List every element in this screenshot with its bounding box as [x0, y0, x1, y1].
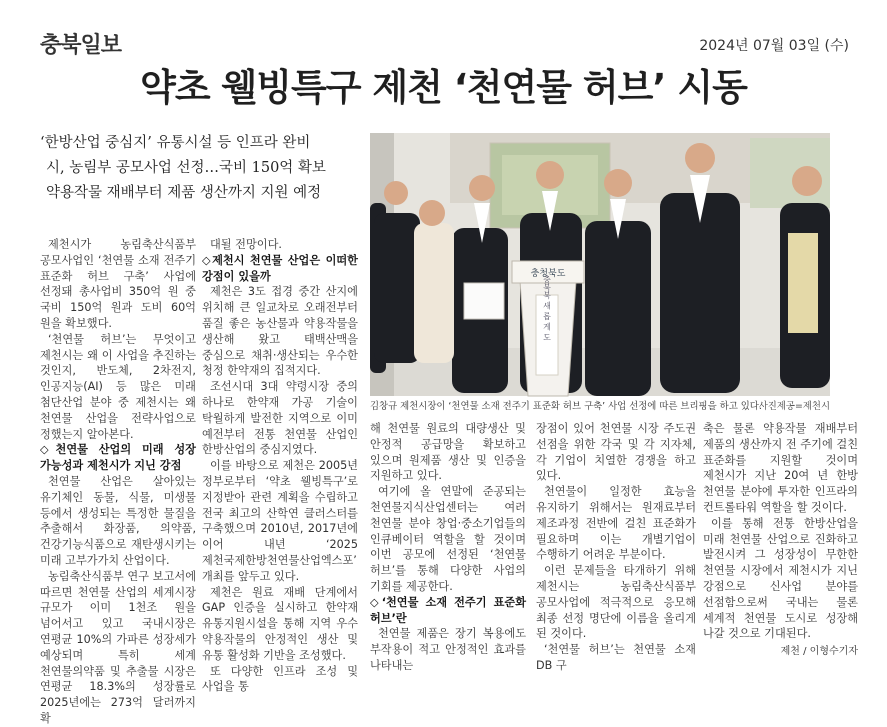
- briefing-photo-illustration: [370, 133, 830, 396]
- article-column-2: [202, 237, 358, 694]
- paragraph: 농림축산식품부 연구 보고서에 따르면 천연물 산업의 세계시장 규모가 이미 1천조 원을 넘어서고 있고 국내시장은 연평균 10%의 가파른 성장세가 예상되며 특히 세계 천연물의약품 및 추출물 시장은 연평균 18.3%의 성장률로 2025년에는 273억 달러까지 확: [40, 569, 196, 725]
- paragraph: 이를 바탕으로 제천은 2005년 정부로부터 ‘약초 웰빙특구’로 지정받아 관련 계획을 수립하고 전국 최고의 산학연 클러스터를 구축했으며 2010년, 2017년에 이어 내년 ‘2025 제천국제한방천연물산업엑스포’ 개최를 앞두고 있다.: [202, 459, 358, 583]
- section-heading: ◇천연물 산업의 미래 성장 가능성과 제천시가 지닌 강점: [40, 443, 196, 473]
- article-column-3: [370, 421, 526, 672]
- paragraph: 조선시대 3대 약령시장 중의 하나로 한약재 가공 기술이 탁월하게 발전한 지역으로 이미 예전부터 전통 천연물 산업인 한방산업의 중심지였다.: [202, 380, 358, 457]
- paragraph: 대될 전망이다.: [210, 238, 282, 251]
- paragraph: ‘천연물 허브’는 천연물 소재 DB 구: [536, 643, 696, 672]
- paragraph: 제천은 원료 재배 단계에서 GAP 인증을 실시하고 한약재 유통지원시설을 통해 지역 우수 약용작물의 안정적인 생산 및 유통 활성화 기반을 조성했다.: [202, 585, 358, 662]
- paragraph: 천연물 제품은 장기 복용에도 부작용이 적고 안정적인 효과를 나타내는: [370, 627, 526, 672]
- paragraph: 장점이 있어 천연물 시장 주도권 선점을 위한 각국 및 각 지자체, 각 기업이 치열한 경쟁을 하고 있다.: [536, 422, 696, 483]
- article-column-4: [536, 421, 696, 672]
- section-heading: ◇제천시 천연물 산업은 이떠한 강점이 있을까: [202, 253, 358, 283]
- article-headline: 약초 웰빙특구 제천 ‘천연물 허브’ 시동: [140, 66, 747, 109]
- paragraph: 제천시가 농림축산식품부 공모사업인 ‘천연물 소재 전주기 표준화 허브 구축’ 사업에 선정돼 총사업비 350억 원 중 국비 150억 원과 도비 60억 원을 확보했다.: [40, 238, 196, 330]
- podium-banner-text: 충북북 새 롭 게 도: [542, 274, 552, 342]
- subheadline-3: 약용작물 재배부터 제품 생산까지 지원 예정: [46, 185, 322, 201]
- publication-date: 2024년 07월 03일 (수): [699, 38, 849, 54]
- paragraph: 천연물 산업은 살아있는 유기체인 동물, 식물, 미생물 등에서 생성되는 특정한 물질을 추출해서 화장품, 의약품, 건강기능식품으로 재탄생시키는 미래 고부가가치 산업이다.: [40, 474, 196, 567]
- article-photo: [370, 133, 830, 396]
- paragraph: 이런 문제들을 타개하기 위해 제천시는 농림축산식품부 공모사업에 적극적으로 응모해 최종 선정 명단에 이름을 올리게 된 것이다.: [536, 564, 696, 641]
- article-column-1: [40, 237, 196, 725]
- caption-text: 김창규 제천시장이 ‘천연물 소재 전주기 표준화 허브 구축’ 사업 선정에 따른 브리핑을 하고 있다.: [370, 401, 762, 412]
- paragraph: 제천은 3도 접경 중간 산지에 위치해 큰 일교차로 오래전부터 품질 좋은 농산물과 약용작물을 생산해 왔고 태백산맥을 중심으로 채취·생산되는 우수한 청정 한약재의 집적지다.: [202, 285, 358, 378]
- subheadline-1: ‘한방산업 중심지’ 유통시설 등 인프라 완비: [40, 135, 311, 151]
- paragraph: 여기에 올 연말에 준공되는 천연물지식산업센터는 여러 천연물 분야 창업·중소기업들의 인큐베이터 역할을 할 것이며 이번 공모에 선정된 ‘천연물 허브’를 통해 다양한 사업의 기회를 제공한다.: [370, 485, 526, 593]
- paragraph: 또 다양한 인프라 조성 및 사업을 통: [202, 664, 358, 694]
- reporter-byline: 제천 / 이형수기자: [780, 646, 858, 658]
- paragraph: 축은 물론 약용작물 재배부터 제품의 생산까지 전 주기에 걸친 표준화를 지원할 것이며 제천시가 지난 20여 년 한방 천연물 분야에 투자한 인프라의 컨트롤타워 역할을 할 것이다.: [703, 422, 858, 514]
- section-heading: ◇‘천연물 소재 전주기 표준화 허브’란: [370, 595, 526, 625]
- paragraph: 해 천연물 원료의 대량생산 및 안정적 공급망을 확보하고 있으며 원제품 생산 및 인증을 지원하고 있다.: [370, 422, 526, 483]
- subheadline-2: 시, 농림부 공모사업 선정…국비 150억 확보: [46, 160, 326, 176]
- subheadlines: [40, 131, 360, 206]
- photo-credit: 사진제공=제천시: [758, 401, 830, 412]
- newspaper-masthead: 충북일보: [40, 33, 122, 58]
- paragraph: 천연물이 일정한 효능을 유지하기 위해서는 원재료부터 제조과정 전반에 걸친 표준화가 필요하며 이는 개별기업이 수행하기 어려운 부분이다.: [536, 485, 696, 562]
- paragraph: ‘천연물 허브’는 무엇이고 제천시는 왜 이 사업을 추진하는 것인지, 반도체, 2차전지, 인공지능(AI) 등 많은 미래 첨단산업 분야 중 제천시는 왜 천연물 산업을 전략사업으로 정했는지 알아본다.: [40, 332, 196, 441]
- photo-caption: [370, 398, 830, 412]
- paragraph: 이를 통해 전통 한방산업을 미래 천연물 산업으로 진화하고 발전시켜 그 성장성이 무한한 천연물 시장에서 제천시가 지닌 강점으로 신사업 분야를 선점함으로써 국내는 물론 세계적 천연물 도시로 성장해 나갈 것으로 기대된다.: [703, 516, 858, 641]
- podium-sign-text: 충청북도: [530, 269, 566, 279]
- article-column-5: [703, 421, 858, 658]
